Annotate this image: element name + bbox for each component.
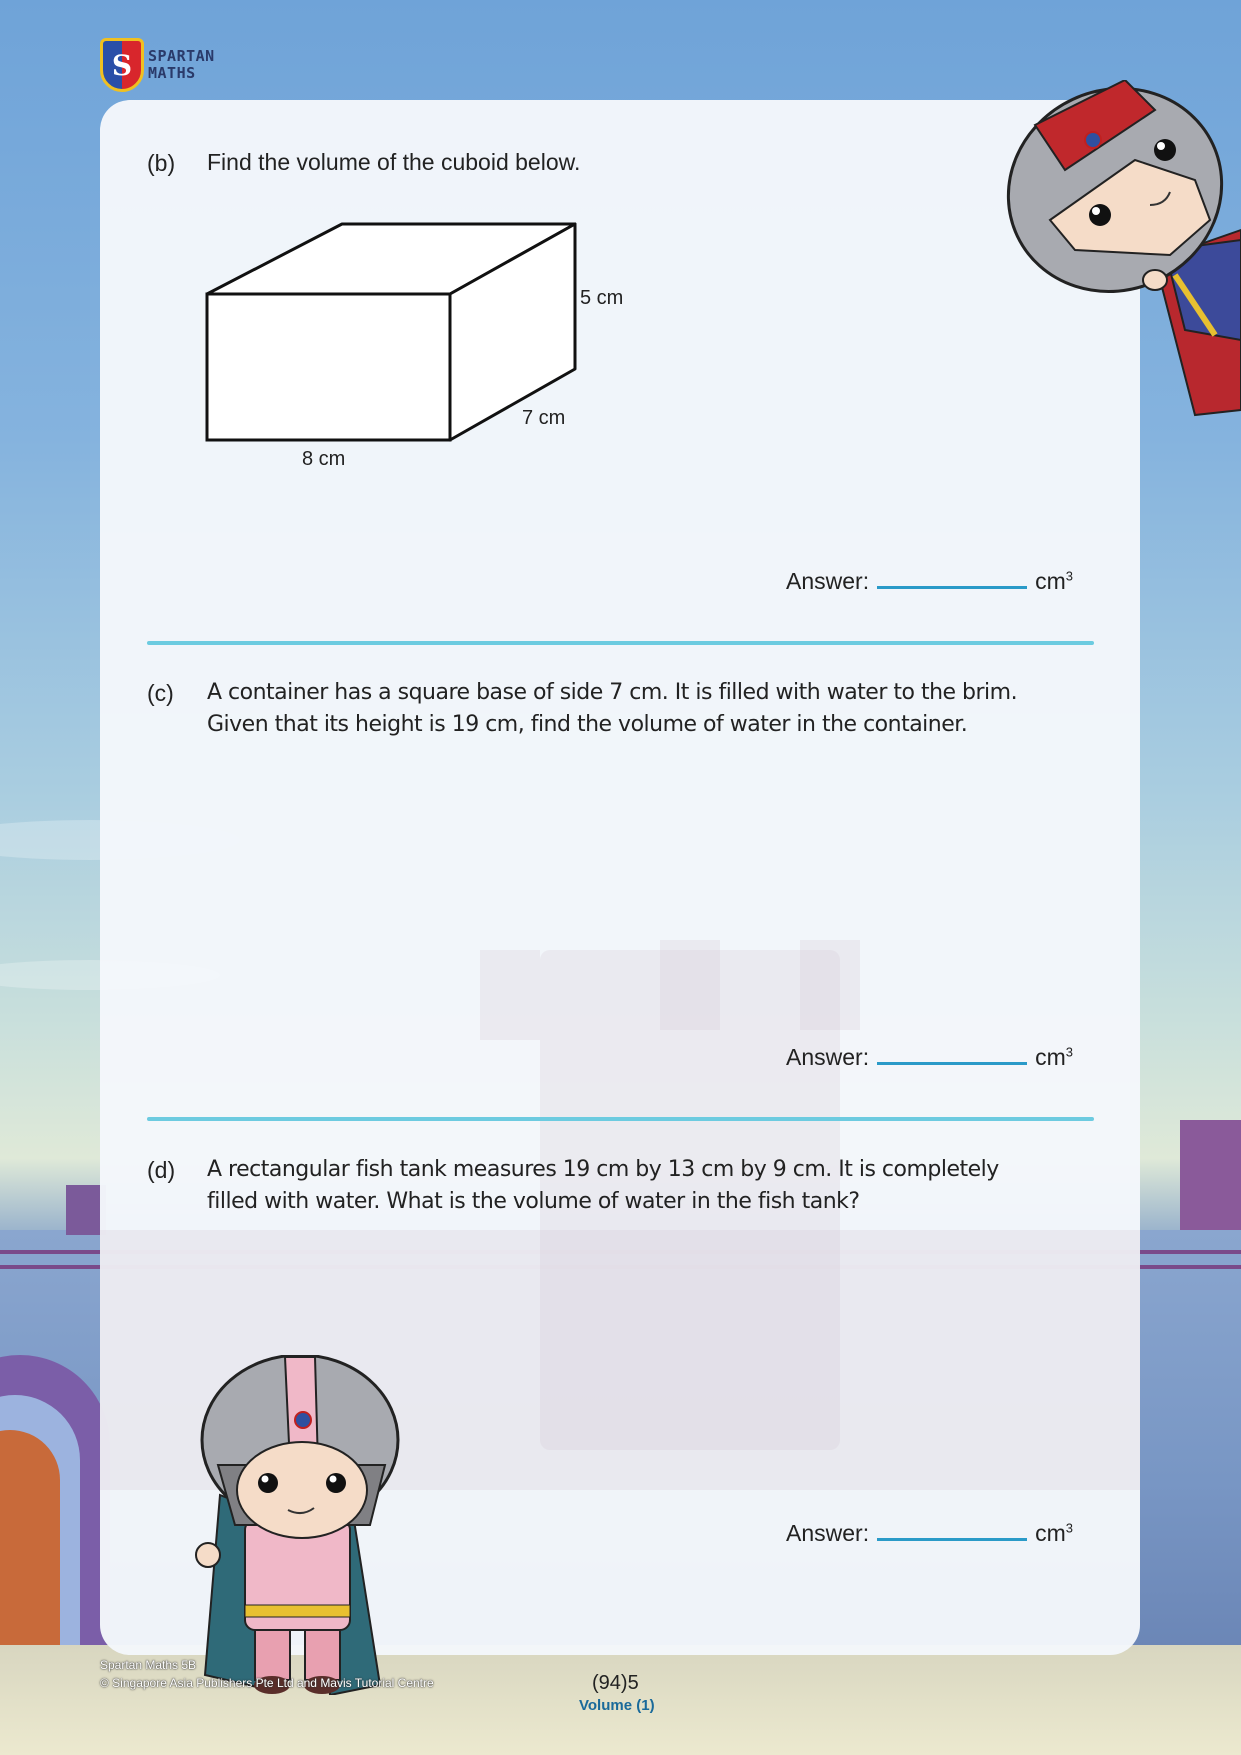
answer-unit: $cm^3$ <box>1035 1520 1073 1546</box>
answer-blank-d[interactable] <box>877 1538 1027 1541</box>
question-d-line-1: A rectangular fish tank measures 19 cm by 13 cm by 9 cm. It is completely <box>207 1157 999 1182</box>
question-c-line-1: A container has a square base of side 7 cm. It is filled with water to the brim. <box>207 680 1018 705</box>
cuboid-length-label: 8 cm <box>302 448 346 470</box>
question-c-label: (c) <box>147 680 174 706</box>
spartan-maths-logo <box>100 38 215 92</box>
question-b-text: Find the volume of the cuboid below. <box>207 149 581 175</box>
answer-row-b <box>786 568 1073 595</box>
question-c-text <box>207 677 1017 741</box>
question-d-label: (d) <box>147 1157 176 1183</box>
footer-copyright: © Singapore Asia Publishers Pte Ltd and Mavis Tutorial Centre <box>100 1676 434 1690</box>
question-b-label: (b) <box>147 150 176 176</box>
page-topic: Volume (1) <box>579 1697 655 1714</box>
answer-unit: $cm^3$ <box>1035 1044 1073 1070</box>
answer-row-d <box>786 1520 1073 1547</box>
section-divider <box>147 641 1094 645</box>
answer-unit: $cm^3$ <box>1035 568 1073 594</box>
page-number: (94)5 <box>592 1672 639 1694</box>
answer-blank-b[interactable] <box>877 586 1027 589</box>
answer-blank-c[interactable] <box>877 1062 1027 1065</box>
logo-wordmark <box>148 48 215 82</box>
answer-row-c <box>786 1044 1073 1071</box>
cuboid-diagram <box>205 222 585 472</box>
section-divider <box>147 1117 1094 1121</box>
castle-watermark <box>800 940 860 1030</box>
answer-label: Answer: <box>786 1520 870 1546</box>
footer-book-title: Spartan Maths 5B <box>100 1658 197 1672</box>
logo-line-1: SPARTAN <box>148 47 215 65</box>
knight-mascot-illustration <box>1005 80 1241 420</box>
castle-watermark <box>480 950 540 1040</box>
answer-label: Answer: <box>786 1044 870 1070</box>
shield-logo-icon: S <box>100 38 144 92</box>
question-d-text <box>207 1154 999 1218</box>
castle-watermark <box>660 940 720 1030</box>
cuboid-breadth-label: 7 cm <box>522 407 566 429</box>
question-d-line-2: filled with water. What is the volume of water in the fish tank? <box>207 1189 860 1214</box>
cuboid-height-label: 5 cm <box>580 287 624 309</box>
knight-girl-mascot-illustration <box>190 1355 420 1695</box>
answer-label: Answer: <box>786 568 870 594</box>
tower-block <box>1180 1120 1241 1230</box>
question-c-line-2: Given that its height is 19 cm, find the volume of water in the container. <box>207 712 968 737</box>
logo-line-2: MATHS <box>148 64 196 82</box>
